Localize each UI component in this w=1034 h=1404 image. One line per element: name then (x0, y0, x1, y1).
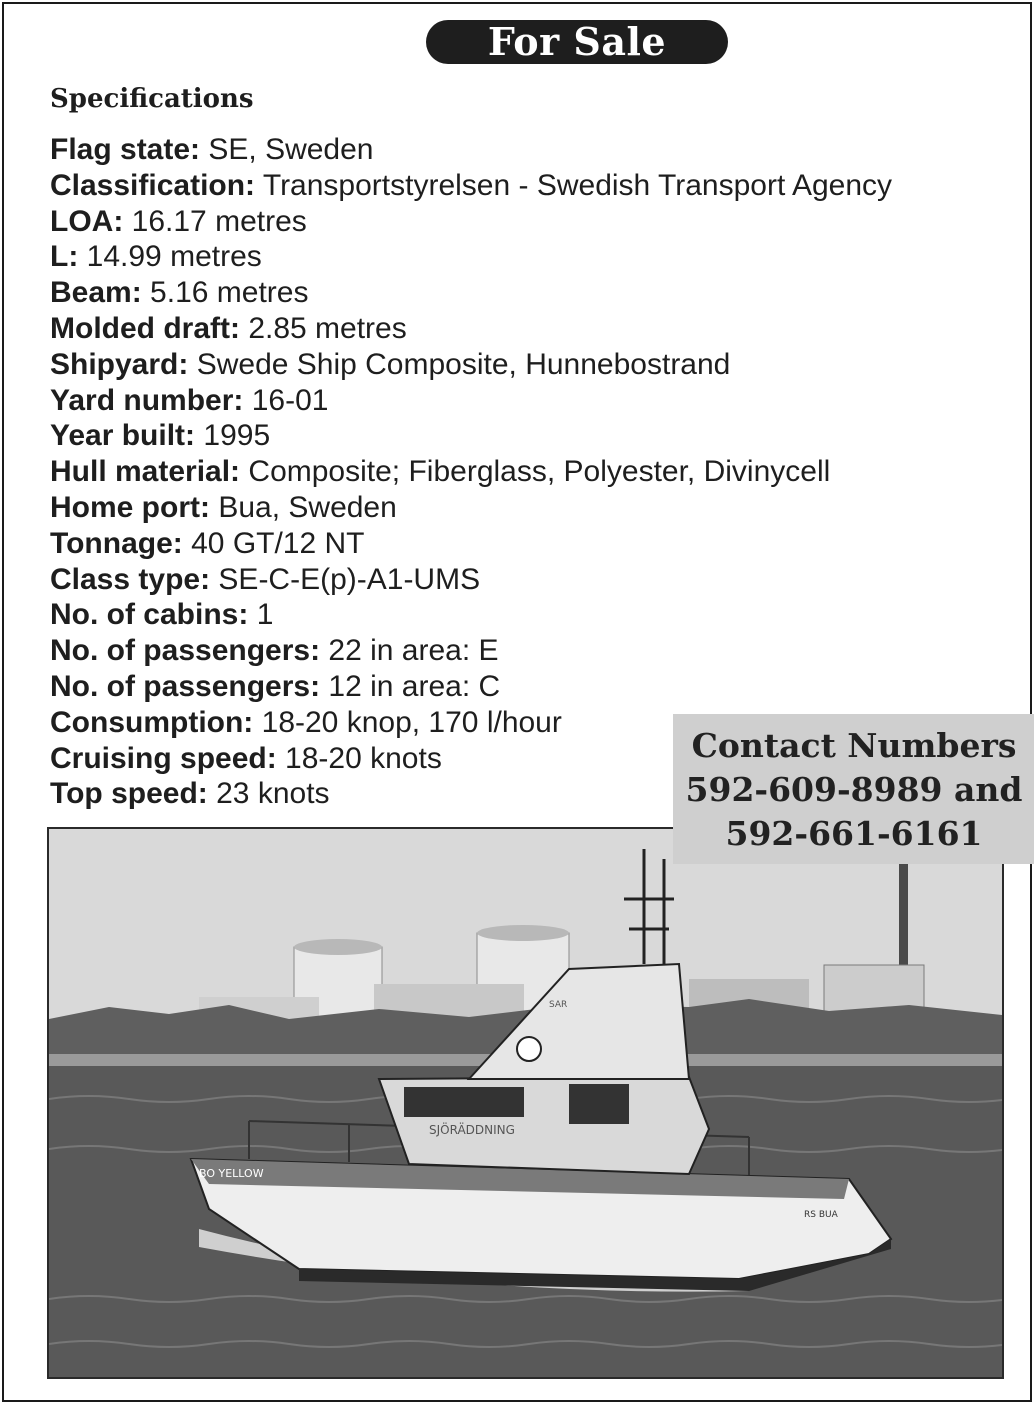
spec-value: SE, Sweden (208, 133, 374, 166)
spec-value: Composite; Fiberglass, Polyester, Divinycell (248, 455, 831, 489)
spec-label: Beam: (50, 276, 142, 310)
spec-row (50, 597, 1010, 633)
spec-row (50, 669, 1010, 705)
spec-row (50, 633, 1010, 669)
rescue-emblem (517, 1037, 541, 1061)
spec-value: Transportstyrelsen - Swedish Transport Agency (262, 168, 893, 202)
spec-row (50, 275, 1010, 311)
spec-value: 22 in area: E (328, 634, 499, 668)
spec-row (50, 204, 1010, 240)
spec-label: Class type: (50, 562, 211, 596)
spec-value: 12 in area: C (328, 669, 501, 703)
spec-value: 16.17 metres (131, 204, 307, 238)
for-sale-advertisement (2, 2, 1032, 1402)
spec-label: No. of passengers: (50, 669, 321, 703)
spec-row (50, 239, 1010, 275)
spec-value: 16-01 (251, 383, 329, 417)
spec-label: Cruising speed: (50, 741, 277, 775)
spec-row (50, 562, 1010, 598)
spec-row (50, 454, 1010, 490)
cabin-door (569, 1084, 629, 1124)
spec-label: Yard number: (50, 383, 244, 417)
contact-heading: Contact Numbers (691, 726, 1017, 765)
spec-label: Shipyard: (50, 347, 189, 381)
cabin-mark: SAR (549, 1000, 568, 1010)
for-sale-banner: For Sale (426, 20, 728, 64)
spec-row (50, 526, 1010, 562)
spec-label: No. of cabins: (50, 598, 249, 632)
spec-label: Tonnage: (50, 526, 183, 560)
spec-row (50, 347, 1010, 383)
spec-row (50, 311, 1010, 347)
spec-value: 18-20 knots (285, 741, 442, 775)
contact-phone-line-1: 592-609-8989 and (685, 770, 1023, 809)
spec-row (50, 490, 1010, 526)
boat-photo-illustration (49, 829, 1002, 1377)
spec-label: Flag state: (50, 133, 201, 166)
cabin-windows (404, 1087, 524, 1117)
spec-row (50, 418, 1010, 454)
hull-name: SJÖRÄDDNING (429, 1123, 515, 1137)
bow-name: BO YELLOW (199, 1167, 264, 1180)
spec-value: 2.85 metres (248, 311, 407, 345)
spec-row (50, 383, 1010, 419)
spec-label: L: (50, 240, 79, 274)
reactor-dome (294, 939, 382, 955)
spec-label: Hull material: (50, 455, 241, 489)
spec-row (50, 132, 1010, 168)
spec-label: Molded draft: (50, 311, 240, 345)
reactor-dome (477, 925, 569, 941)
specifications-list (50, 132, 1010, 812)
spec-value: Swede Ship Composite, Hunnebostrand (196, 347, 731, 381)
spec-row (50, 168, 1010, 204)
spec-label: Classification: (50, 168, 256, 202)
spec-label: No. of passengers: (50, 634, 321, 668)
spec-value: 5.16 metres (150, 276, 309, 310)
spec-value: 1995 (203, 419, 271, 453)
spec-value: 40 GT/12 NT (191, 526, 365, 560)
specifications-heading: Specifications (50, 84, 254, 114)
boat-photo (47, 827, 1004, 1379)
spec-label: Year built: (50, 419, 196, 453)
spec-value: 1 (256, 598, 274, 632)
spec-label: Consumption: (50, 705, 254, 739)
spec-value: Bua, Sweden (218, 490, 397, 524)
spec-value: SE-C-E(p)-A1-UMS (218, 562, 481, 596)
spec-label: Top speed: (50, 777, 208, 811)
spec-value: 14.99 metres (86, 240, 262, 274)
contact-box (673, 714, 1034, 864)
spec-label: LOA: (50, 204, 124, 238)
stern-mark: RS BUA (804, 1210, 838, 1220)
contact-phone-line-2: 592-661-6161 (725, 814, 983, 853)
spec-value: 23 knots (216, 777, 330, 811)
spec-value: 18-20 knop, 170 l/hour (261, 705, 562, 739)
spec-label: Home port: (50, 490, 210, 524)
